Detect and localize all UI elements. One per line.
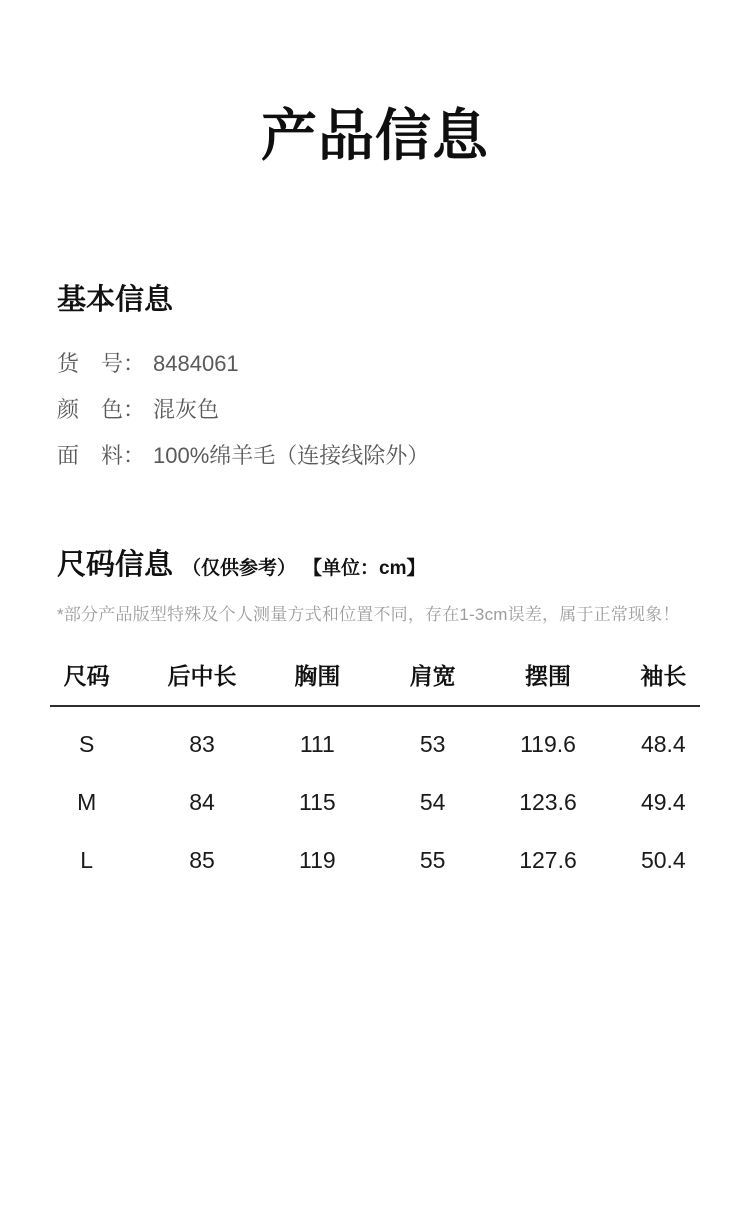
item-number-label: 货 号： <box>57 351 146 376</box>
table-cell: 53 <box>419 730 446 757</box>
table-cell: 55 <box>419 846 446 873</box>
item-number-value: 8484061 <box>153 351 239 376</box>
fabric-label: 面 料： <box>57 443 146 468</box>
size-table-header-row <box>29 665 721 705</box>
size-disclaimer-note: *部分产品版型特殊及个人测量方式和位置不同，存在1-3cm误差，属于正常现象！ <box>57 605 680 624</box>
table-header-divider <box>50 705 700 707</box>
column-header-size: 尺码 <box>63 663 110 690</box>
column-header-shoulder: 肩宽 <box>409 663 456 690</box>
size-info-unit-note: 【单位：cm】 <box>303 558 426 579</box>
table-cell: 115 <box>298 788 336 815</box>
table-cell: 50.4 <box>640 846 686 873</box>
info-row-color <box>57 399 693 421</box>
column-header-bust: 胸围 <box>294 663 341 690</box>
table-cell: S <box>78 730 95 757</box>
table-row-size-m <box>29 773 721 831</box>
table-cell: 84 <box>189 788 215 815</box>
table-cell: 111 <box>299 730 335 757</box>
size-table <box>29 665 721 889</box>
table-cell: 123.6 <box>519 788 577 815</box>
page-title: 产品信息 <box>261 104 489 167</box>
table-cell: 83 <box>189 730 215 757</box>
info-row-fabric <box>57 445 693 467</box>
table-cell: M <box>77 788 97 815</box>
column-header-back-length: 后中长 <box>167 663 237 690</box>
table-cell: 54 <box>419 788 446 815</box>
basic-info-section <box>57 286 693 467</box>
table-cell: 119.6 <box>520 730 576 757</box>
table-row-size-l <box>29 831 721 889</box>
size-info-section <box>0 551 750 889</box>
table-cell: 85 <box>189 846 215 873</box>
table-cell: 127.6 <box>519 846 577 873</box>
column-header-hem: 摆围 <box>524 663 571 690</box>
size-info-reference-note: （仅供参考） <box>182 558 297 579</box>
color-label: 颜 色： <box>57 397 146 422</box>
color-value: 混灰色 <box>153 397 220 422</box>
table-cell: 48.4 <box>640 730 686 757</box>
table-cell: L <box>80 846 94 873</box>
size-info-heading: 尺码信息 <box>57 549 174 581</box>
size-info-heading-line <box>57 551 693 580</box>
table-cell: 119 <box>298 846 336 873</box>
table-cell: 49.4 <box>640 788 686 815</box>
info-row-item-number <box>57 353 693 375</box>
fabric-value: 100%绵羊毛（连接线除外） <box>153 443 430 468</box>
basic-info-rows <box>57 353 693 467</box>
table-row-size-s <box>29 715 721 773</box>
basic-info-heading: 基本信息 <box>57 284 174 316</box>
column-header-sleeve: 袖长 <box>640 663 687 690</box>
